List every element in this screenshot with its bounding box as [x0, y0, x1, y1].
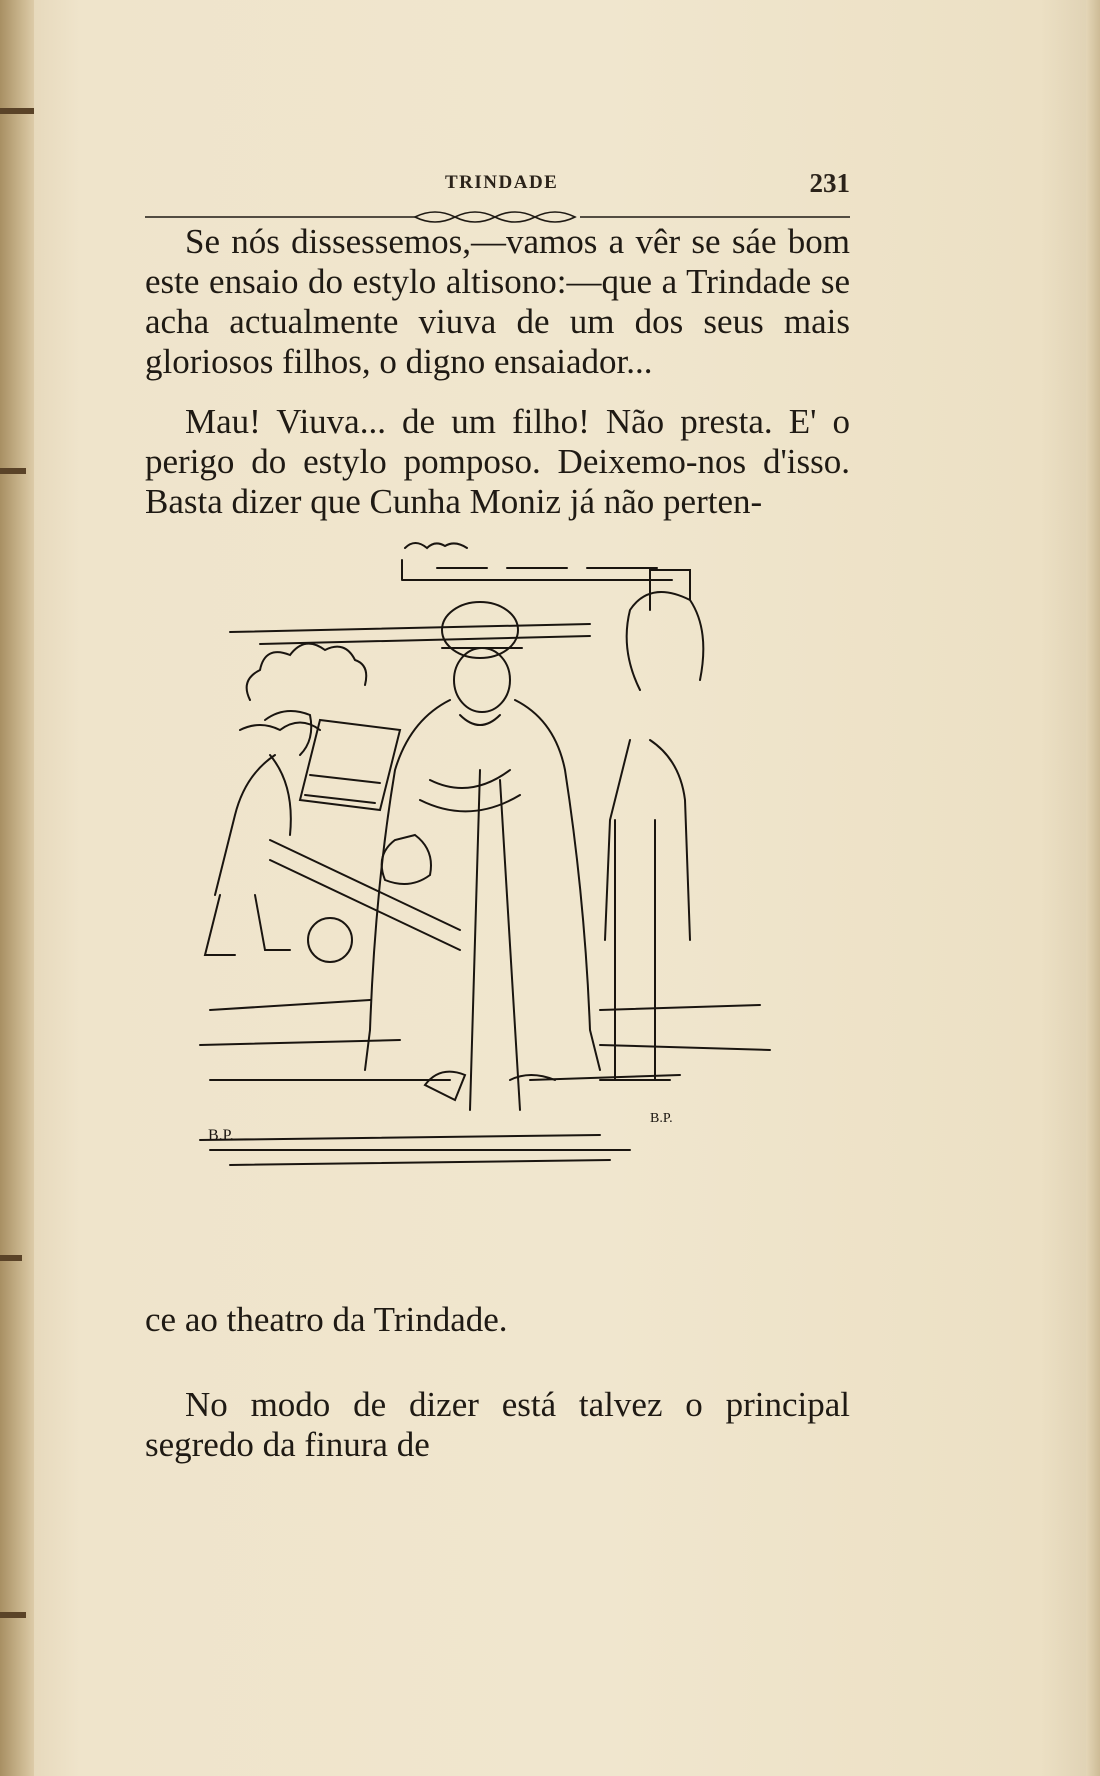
artist-signature-left: B.P.: [208, 1127, 234, 1144]
paragraph-1: Se nós dissessemos,—vamos a vêr se sáe bom este ensaio do estylo altisono:—que a Trindade se acha actualmente viuva de um dos seus mais gloriosos filhos, o digno ensaiador...: [145, 222, 850, 381]
page-number: 231: [809, 168, 850, 198]
engraving-illustration: [180, 540, 800, 1290]
book-spine: [0, 0, 34, 1776]
artist-signature-right: B.P.: [650, 1111, 673, 1126]
running-head: TRINDADE: [445, 172, 559, 193]
paragraph-4: No modo de dizer está talvez o principal segredo da finura de: [145, 1385, 850, 1464]
paragraph-3: ce ao theatro da Trindade.: [145, 1300, 508, 1339]
page-edge: [1086, 0, 1100, 1776]
page-header: [145, 168, 850, 198]
paragraph-2: Mau! Viuva... de um filho! Não presta. E' o perigo do estylo pomposo. Deixemo-nos d'isso. Basta dizer que Cunha Moniz já não perten-: [145, 402, 850, 521]
